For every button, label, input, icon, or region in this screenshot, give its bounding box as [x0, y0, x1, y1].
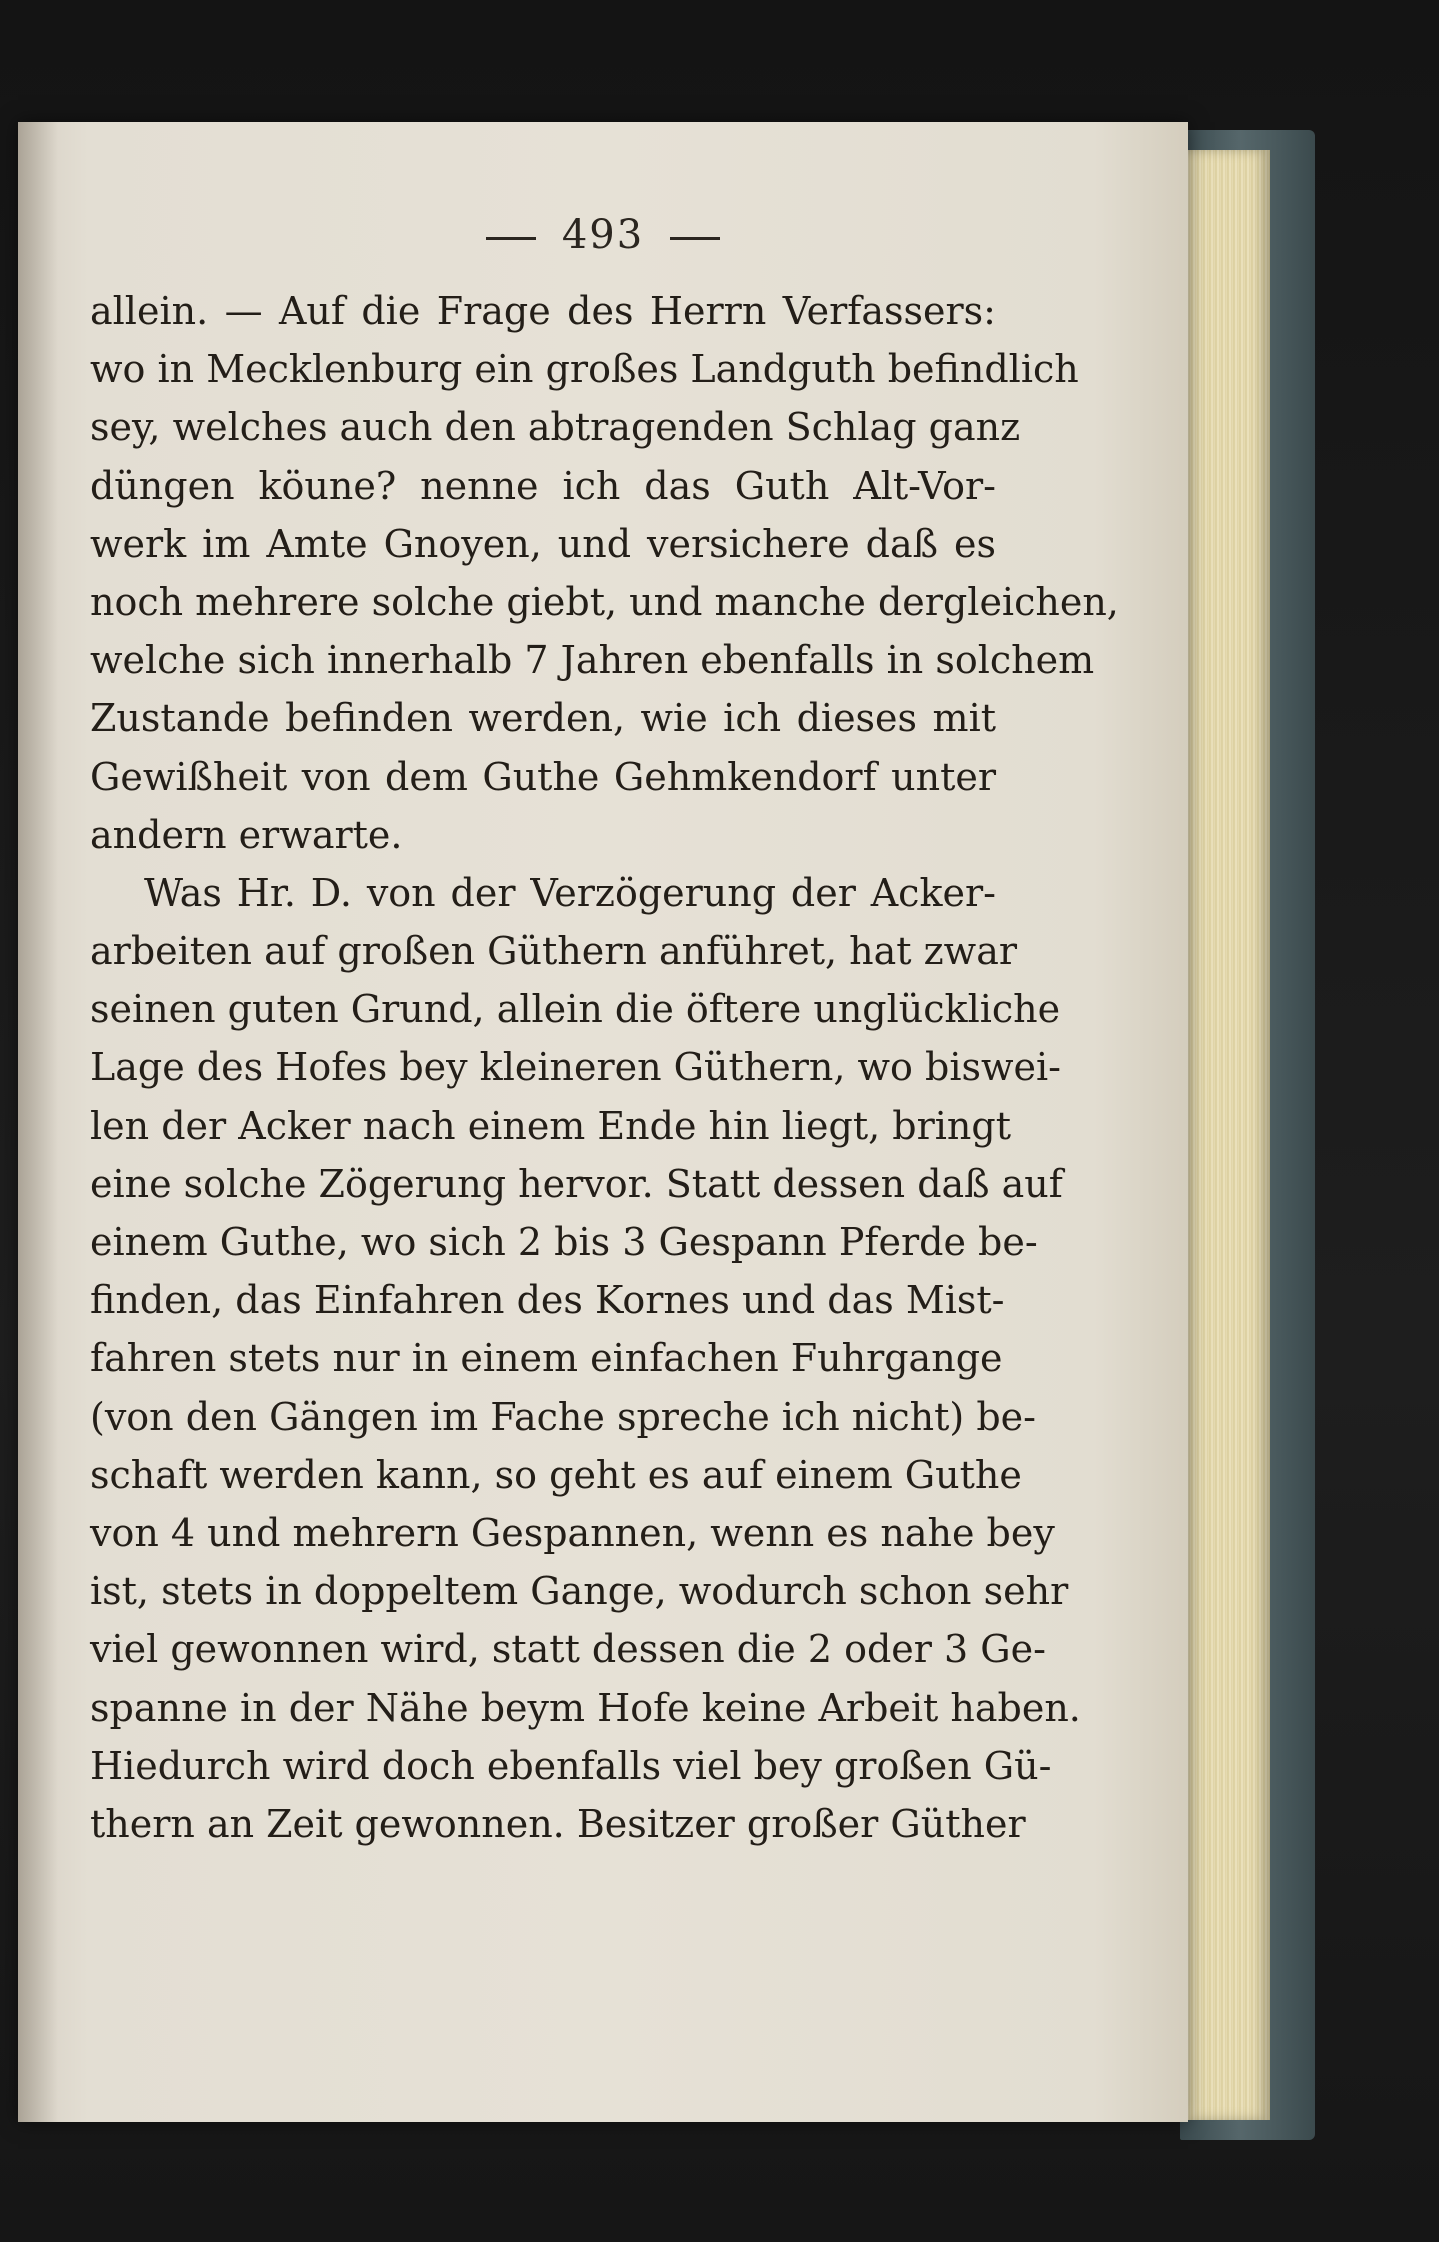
text-line: finden, das Einfahren des Kornes und das Mist-	[90, 1278, 1005, 1323]
body-text	[90, 282, 1119, 1853]
page-header	[18, 212, 1188, 258]
text-line: werk im Amte Gnoyen, und versichere daß es	[90, 521, 996, 566]
text-line: schaft werden kann, so geht es auf einem Guthe	[90, 1452, 1022, 1497]
text-line: von 4 und mehrern Gespannen, wenn es nahe bey	[90, 1510, 1055, 1555]
text-line: spanne in der Nähe beym Hofe keine Arbeit haben.	[90, 1685, 1081, 1730]
text-line: Hiedurch wird doch ebenfalls viel bey großen Gü-	[90, 1743, 1052, 1788]
text-line: andern erwarte.	[90, 812, 403, 857]
book-page	[18, 122, 1188, 2122]
text-line: welche sich innerhalb 7 Jahren ebenfalls in solchem	[90, 638, 1095, 683]
text-line: len der Acker nach einem Ende hin liegt, bringt	[90, 1103, 1011, 1148]
header-dash-left	[486, 237, 536, 240]
header-dash-right	[670, 237, 720, 240]
text-line: Was Hr. D. von der Verzögerung der Acker-	[144, 870, 996, 915]
text-line: viel gewonnen wird, statt dessen die 2 oder 3 Ge-	[90, 1627, 1046, 1672]
text-line: einem Guthe, wo sich 2 bis 3 Gespann Pferde be-	[90, 1220, 1038, 1264]
text-line: düngen köune? nenne ich das Guth Alt-Vor-	[90, 463, 996, 508]
gutter-shadow	[18, 122, 58, 2122]
text-line: eine solche Zögerung hervor. Statt dessen daß auf	[90, 1161, 1063, 1206]
text-line: ist, stets in doppeltem Gange, wodurch schon sehr	[90, 1569, 1069, 1614]
page-number: 493	[561, 212, 645, 258]
text-line: seinen guten Grund, allein die öftere unglückliche	[90, 987, 1061, 1032]
text-line: Zustande befinden werden, wie ich dieses mit	[90, 696, 996, 741]
text-line: wo in Mecklenburg ein großes Landguth befindlich	[90, 347, 1079, 392]
text-line: Gewißheit von dem Guthe Gehmkendorf unter	[90, 754, 996, 799]
text-line: sey, welches auch den abtragenden Schlag ganz	[90, 405, 1021, 450]
text-line: noch mehrere solche giebt, und manche dergleichen,	[90, 579, 1119, 624]
text-line: fahren stets nur in einem einfachen Fuhrgange	[90, 1336, 1003, 1381]
text-line: (von den Gängen im Fache spreche ich nicht) be-	[90, 1394, 1036, 1439]
text-line: arbeiten auf großen Güthern anführet, hat zwar	[90, 929, 1018, 974]
text-line: allein. — Auf die Frage des Herrn Verfassers:	[90, 289, 996, 333]
text-line: Lage des Hofes bey kleineren Güthern, wo biswei-	[90, 1045, 1062, 1090]
text-line: thern an Zeit gewonnen. Besitzer großer Güther	[90, 1801, 1026, 1846]
